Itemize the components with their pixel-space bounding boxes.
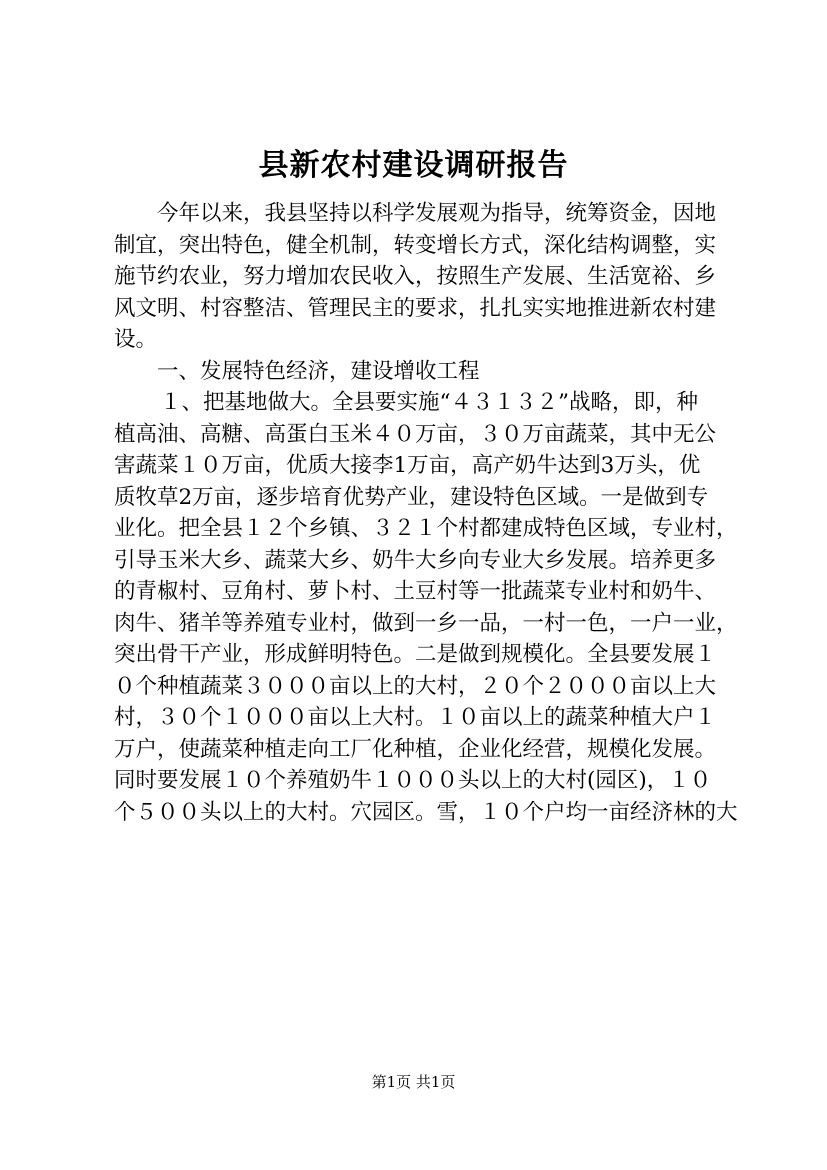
- body-text-line: 引导玉米大乡、蔬菜大乡、奶牛大乡向专业大乡发展。培养更多: [114, 547, 717, 573]
- body-text-line: 突出骨干产业，形成鲜明特色。二是做到规模化。全县要发展１: [114, 642, 717, 667]
- body-text-line: 同时要发展１０个养殖奶牛１０００头以上的大村(园区)，１０: [114, 768, 712, 793]
- body-text-line: 害蔬菜１０万亩，优质大接李1万亩，高产奶牛达到3万头，优: [114, 453, 701, 478]
- body-text-line: 今年以来，我县坚持以科学发展观为指导，统筹资金，因地: [157, 201, 717, 226]
- body-text-line: 质牧草2万亩，逐步培育优势产业，建设特色区域。一是做到专: [114, 484, 709, 510]
- body-text-line: 设。: [114, 327, 158, 352]
- body-text-line: 肉牛、猪羊等养殖专业村，做到一乡一品，一村一色，一户一业，: [114, 610, 738, 636]
- body-text-line: ０个种植蔬菜３０００亩以上的大村，２０个２０００亩以上大: [114, 673, 717, 699]
- page-footer: 第1页 共1页: [371, 1073, 456, 1091]
- body-text-line: １、把基地做大。全县要实施“４３１３２”战略，即，种: [160, 390, 698, 415]
- body-text-line: 制宜，突出特色，健全机制，转变增长方式，深化结构调整，实: [114, 232, 717, 258]
- body-text-line: 植高油、高糖、高蛋白玉米４０万亩，３０万亩蔬菜，其中无公: [114, 421, 717, 447]
- body-text-line: 施节约农业，努力增加农民收入，按照生产发展、生活宽裕、乡: [114, 264, 717, 289]
- body-text-line: 业化。把全县１２个乡镇、３２１个村都建成特色区域，专业村，: [114, 516, 738, 541]
- body-text-line: 万户，使蔬菜种植走向工厂化种植，企业化经营，规模化发展。: [114, 736, 717, 762]
- body-text-line: 个５００头以上的大村。穴园区。雪，１０个户均一亩经济林的大: [114, 799, 738, 825]
- body-text-line: 风文明、村容整洁、管理民主的要求，扎扎实实地推进新农村建: [114, 295, 717, 321]
- document-title: 县新农村建设调研报告: [258, 148, 569, 183]
- body-text-line: 村，３０个１０００亩以上大村。１０亩以上的蔬菜种植大户１: [114, 705, 717, 730]
- body-text-line: 的青椒村、豆角村、萝卜村、土豆村等一批蔬菜专业村和奶牛、: [114, 579, 717, 604]
- body-text-line: 一、发展特色经济，建设增收工程: [157, 358, 480, 384]
